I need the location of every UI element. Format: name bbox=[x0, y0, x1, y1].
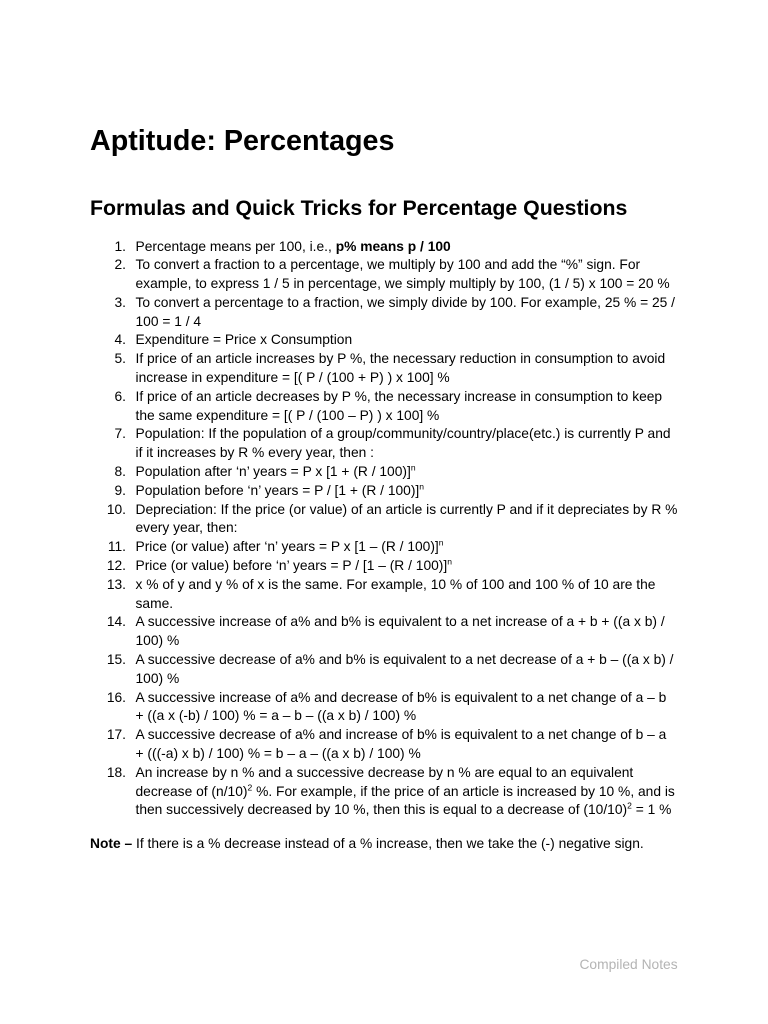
list-item-text: To convert a fraction to a percentage, we multiply by 100 and add the “%” sign. For bbox=[135, 257, 641, 273]
superscript: n bbox=[419, 481, 425, 492]
list-item-line bbox=[136, 689, 679, 708]
list-item-number: 2. bbox=[114, 257, 126, 273]
note-label: Note – bbox=[90, 836, 133, 851]
note-text: If there is a % decrease instead of a % increase, then we take the (-) negative sign. bbox=[136, 836, 644, 851]
list-item-line bbox=[136, 388, 679, 407]
list-item-line bbox=[136, 313, 679, 332]
superscript: n bbox=[447, 556, 452, 567]
list-item bbox=[90, 576, 678, 614]
list-item-text: every year, then: bbox=[135, 520, 238, 536]
list-item-number: 4. bbox=[114, 332, 126, 348]
list-item bbox=[90, 256, 678, 294]
list-item-number: 17. bbox=[106, 727, 126, 743]
list-item bbox=[90, 557, 678, 576]
list-item-line bbox=[136, 331, 679, 350]
superscript: 2 bbox=[247, 782, 253, 793]
list-item-number: 18. bbox=[106, 764, 126, 780]
list-item-line bbox=[136, 238, 679, 257]
list-item-text: A successive decrease of a% and b% is equivalent to a net decrease of a + b – ((a x b) / bbox=[135, 652, 674, 668]
list-item-number: 14. bbox=[106, 614, 126, 630]
list-item bbox=[90, 463, 678, 482]
list-item-text: Population before ‘n’ years = P / [1 + (R / 100)] bbox=[135, 482, 420, 498]
list-item-line bbox=[136, 613, 679, 632]
list-item-line bbox=[136, 463, 679, 482]
list-item-number: 16. bbox=[106, 689, 126, 705]
list-item-line bbox=[136, 670, 679, 689]
list-item bbox=[90, 294, 678, 332]
list-item-text: 100) % bbox=[135, 633, 180, 649]
list-item-text: then successively decreased by 10 %, then this is equal to a decrease of (10/10) bbox=[135, 802, 628, 818]
list-item-text: A successive increase of a% and b% is equivalent to a net increase of a + b + ((a x b) / bbox=[135, 614, 665, 630]
list-item-line bbox=[136, 350, 679, 369]
list-item-text: To convert a percentage to a fraction, we simply divide by 100. For example, 25 % = 25 / bbox=[135, 294, 676, 310]
list-item bbox=[90, 613, 678, 651]
list-item-text: 100) % bbox=[135, 670, 180, 686]
list-item bbox=[90, 388, 678, 426]
list-item-number: 12. bbox=[106, 558, 126, 574]
bold-text: p% means p / 100 bbox=[335, 238, 451, 254]
list-item bbox=[90, 425, 678, 463]
list-item-text: If price of an article increases by P %, the necessary reduction in consumption to avoid bbox=[135, 351, 666, 367]
superscript: n bbox=[438, 537, 444, 548]
list-item-text: An increase by n % and a successive decrease by n % are equal to an equivalent bbox=[135, 764, 634, 780]
list-item-text: If price of an article decreases by P %, the necessary increase in consumption to keep bbox=[135, 388, 663, 404]
section-heading: Formulas and Quick Tricks for Percentage Questions bbox=[90, 196, 628, 220]
list-item-text: + ((a x (-b) / 100) % = a – b – ((a x b) / 100) % bbox=[135, 708, 417, 724]
list-item-line bbox=[136, 256, 679, 275]
list-item-line bbox=[136, 801, 679, 820]
list-item-text: 100 = 1 / 4 bbox=[135, 313, 202, 329]
list-item-text: increase in expenditure = [( P / (100 + P) ) x 100] % bbox=[135, 370, 450, 386]
list-item-number: 6. bbox=[114, 388, 126, 404]
list-item-text: Depreciation: If the price (or value) of an article is currently P and if it depreciates by R % bbox=[135, 501, 678, 517]
list-item-number: 15. bbox=[106, 652, 126, 668]
list-item-text: if it increases by R % every year, then : bbox=[135, 445, 374, 461]
list-item-text: decrease of (n/10) bbox=[135, 783, 248, 799]
superscript: n bbox=[410, 462, 416, 473]
list-item-number: 11. bbox=[107, 539, 126, 555]
list-item-text: Price (or value) before ‘n’ years = P / [1 – (R / 100)] bbox=[135, 558, 448, 574]
list-item-text: Percentage means per 100, i.e., bbox=[135, 238, 332, 254]
list-item-text: = 1 % bbox=[635, 802, 672, 818]
list-item bbox=[90, 689, 678, 727]
list-item bbox=[90, 651, 678, 689]
list-item-text: A successive increase of a% and decrease of b% is equivalent to a net change of a – b bbox=[135, 689, 667, 705]
footer-label: Compiled Notes bbox=[579, 957, 678, 972]
list-item bbox=[90, 350, 678, 388]
list-item-text: %. For example, if the price of an article is increased by 10 %, and is bbox=[256, 783, 675, 799]
list-item-line bbox=[136, 294, 679, 313]
list-item-line bbox=[136, 425, 679, 444]
list-item-number: 13. bbox=[106, 576, 126, 592]
list-item bbox=[90, 726, 678, 764]
list-item-line bbox=[136, 595, 679, 614]
formula-list bbox=[90, 238, 678, 821]
list-item-number: 9. bbox=[114, 482, 126, 498]
list-item-line bbox=[136, 576, 679, 595]
list-item-line bbox=[136, 764, 679, 783]
list-item-text: Population after ‘n’ years = P x [1 + (R / 100)] bbox=[135, 464, 411, 480]
list-item bbox=[90, 538, 678, 557]
list-item-line bbox=[136, 444, 679, 463]
list-item-number: 1. bbox=[114, 238, 126, 254]
list-item-text: the same expenditure = [( P / (100 – P) ) x 100] % bbox=[135, 407, 440, 423]
list-item-line bbox=[136, 783, 679, 802]
list-item bbox=[90, 501, 678, 539]
superscript: 2 bbox=[627, 800, 632, 811]
list-item-line bbox=[136, 501, 679, 520]
list-item-text: A successive decrease of a% and increase of b% is equivalent to a net change of b – a bbox=[135, 727, 667, 743]
list-item-line bbox=[136, 557, 679, 576]
list-item-text: Price (or value) after ‘n’ years = P x [1 – (R / 100)] bbox=[135, 539, 439, 555]
list-item-number: 10. bbox=[106, 501, 126, 517]
list-item-line bbox=[136, 651, 679, 670]
note bbox=[90, 835, 644, 854]
list-item bbox=[90, 238, 678, 257]
list-item-number: 3. bbox=[114, 294, 126, 310]
list-item bbox=[90, 331, 678, 350]
list-item-line bbox=[136, 369, 679, 388]
list-item-text: same. bbox=[135, 595, 174, 611]
page-title: Aptitude: Percentages bbox=[90, 125, 395, 157]
list-item-line bbox=[136, 482, 679, 501]
list-item-line bbox=[136, 726, 679, 745]
list-item-line bbox=[136, 519, 679, 538]
list-item bbox=[90, 764, 678, 820]
list-item-line bbox=[136, 745, 679, 764]
list-item-line bbox=[136, 632, 679, 651]
list-item-text: x % of y and y % of x is the same. For example, 10 % of 100 and 100 % of 10 are the bbox=[135, 576, 656, 592]
list-item-number: 7. bbox=[114, 426, 126, 442]
list-item-number: 5. bbox=[114, 351, 126, 367]
list-item-text: Population: If the population of a group/community/country/place(etc.) is currently P and bbox=[135, 426, 671, 442]
list-item-line bbox=[136, 275, 679, 294]
list-item-number: 8. bbox=[114, 464, 126, 480]
list-item-text: example, to express 1 / 5 in percentage, we simply multiply by 100, (1 / 5) x 100 = 20 % bbox=[135, 276, 670, 292]
list-item-line bbox=[136, 538, 679, 557]
list-item bbox=[90, 482, 678, 501]
list-item-text: + (((-a) x b) / 100) % = b – a – ((a x b) / 100) % bbox=[135, 746, 421, 762]
list-item-text: Expenditure = Price x Consumption bbox=[135, 332, 353, 348]
list-item-line bbox=[136, 407, 679, 426]
list-item-line bbox=[136, 707, 679, 726]
